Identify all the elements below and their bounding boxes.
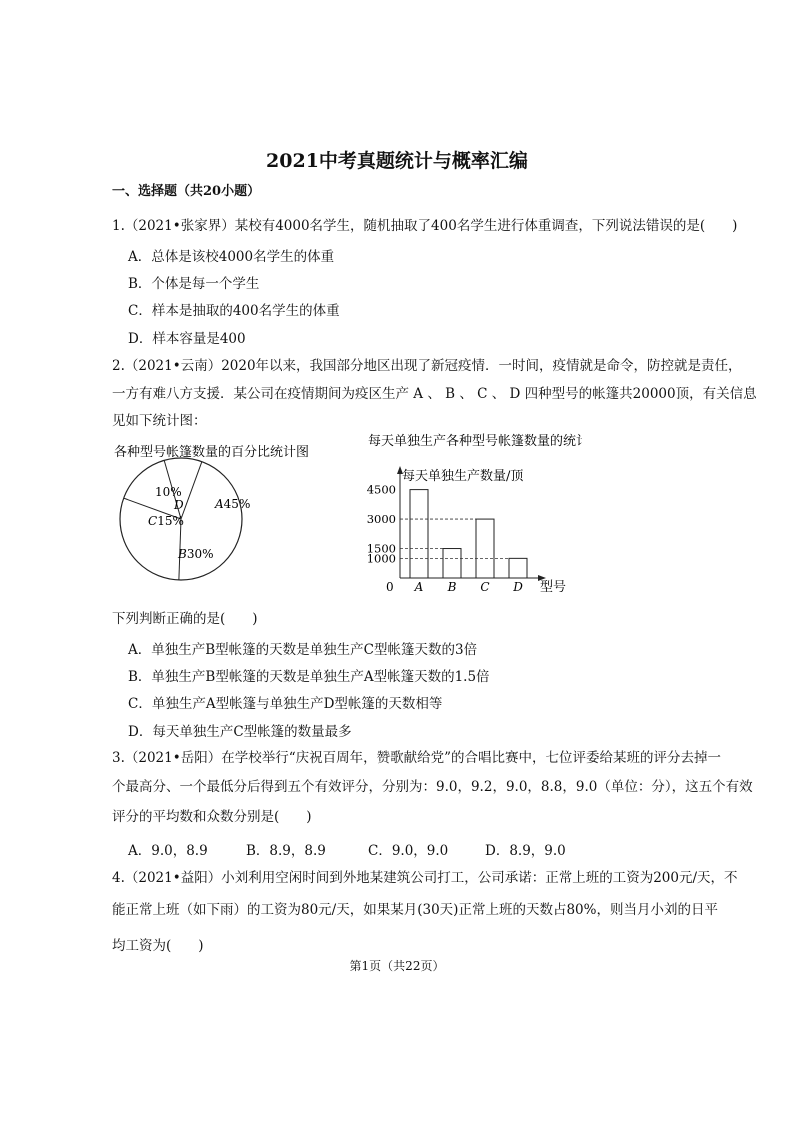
bar-y-tick-3000: 3000 — [366, 512, 396, 527]
q3-stem-line1: 3.（2021•岳阳）在学校举行“庆祝百周年，赞歌献给党”的合唱比赛中，七位评委给某班的评分去掉一 — [112, 750, 722, 766]
q1-stem: 1.（2021•张家界）某校有4000名学生，随机抽取了400名学生进行体重调查，下列说法错误的是( ) — [112, 218, 738, 234]
pie-label-b: B30% — [178, 547, 214, 561]
q2-option-a: A．单独生产B型帐篷的天数是单独生产C型帐篷天数的3倍 — [128, 642, 478, 658]
pie-label-a: A45% — [215, 497, 251, 511]
q2-option-b: B．单独生产B型帐篷的天数是单独生产A型帐篷天数的1.5倍 — [128, 669, 490, 685]
q1-option-b: B．个体是每一个学生 — [128, 276, 260, 292]
bar-origin-label: 0 — [386, 580, 394, 594]
bar-chart-title: 每天单独生产各种型号帐篷数量的统计图 — [368, 434, 582, 449]
bar-y-axis-label: 每天单独生产数量/顶 — [402, 469, 524, 484]
q2-option-c: C．单独生产A型帐篷与单独生产D型帐篷的天数相等 — [128, 696, 443, 712]
q2-stem-line3: 见如下统计图： — [112, 413, 207, 429]
bar-x-axis-label: 型号 — [540, 580, 567, 595]
bar-chart — [367, 466, 566, 595]
q3-stem-line2: 个最高分、一个最低分后得到五个有效评分，分别为：9.0，9.2，9.0，8.8，9.0（单位：分），这五个有效 — [112, 779, 753, 795]
q2-question: 下列判断正确的是( ) — [112, 611, 258, 627]
q2-stem-line2: 一方有难八方支援．某公司在疫情期间为疫区生产 A 、 B 、 C 、 D 四种型号的帐篷共20000顶，有关信息 — [112, 386, 757, 402]
pie-slice-edge-a — [181, 462, 202, 519]
q1-option-a: A．总体是该校4000名学生的体重 — [128, 249, 335, 265]
q2-stem-line1: 2.（2021•云南）2020年以来，我国部分地区出现了新冠疫情．一时间，疫情就是命令，防控就是责任， — [112, 358, 742, 374]
q4-stem-line2: 能正常上班（如下雨）的工资为80元/天，如果某月(30天)正常上班的天数占80%，则当月小刘的日平 — [112, 902, 718, 918]
bar-y-tick-4500: 4500 — [366, 482, 396, 497]
pie-label-c: C15% — [148, 514, 184, 528]
pie-chart-title: 各种型号帐篷数量的百分比统计图 — [114, 445, 310, 460]
page-title: 2021中考真题统计与概率汇编 — [266, 150, 528, 172]
pie-chart — [120, 458, 250, 580]
q3-option-b: B．8.9，8.9 — [246, 843, 326, 859]
bar-b — [443, 549, 461, 578]
q3-option-a: A．9.0，8.9 — [128, 843, 208, 859]
q4-stem-line3: 均工资为( ) — [112, 938, 204, 954]
bar-d — [509, 558, 527, 578]
bar-category-label-b: B — [447, 580, 457, 594]
q3-option-d: D．8.9，9.0 — [485, 843, 566, 859]
bar-y-tick-1500: 1500 — [366, 541, 396, 556]
bar-category-label-a: A — [414, 580, 424, 594]
q2-figures — [112, 428, 582, 600]
bar-a — [410, 490, 428, 578]
section-heading: 一、选择题（共20小题） — [112, 184, 261, 199]
q1-option-d: D．样本容量是400 — [128, 331, 246, 347]
q2-charts-svg — [112, 428, 582, 600]
q4-stem-line1: 4.（2021•益阳）小刘利用空闲时间到外地某建筑公司打工，公司承诺：正常上班的工资为200元/天，不 — [112, 870, 738, 886]
bar-c — [476, 519, 494, 578]
q1-option-c: C．样本是抽取的400名学生的体重 — [128, 303, 340, 319]
q2-option-d: D．每天单独生产C型帐篷的数量最多 — [128, 724, 352, 740]
pie-label-d: D — [174, 498, 184, 512]
q3-stem-line3: 评分的平均数和众数分别是( ) — [112, 809, 312, 825]
bar-y-tick-1000: 1000 — [366, 551, 396, 566]
pie-label-d-percent: 10% — [155, 485, 182, 499]
bar-category-label-d: D — [513, 580, 523, 594]
bar-category-label-c: C — [480, 580, 490, 594]
page-footer: 第1页（共22页） — [349, 959, 445, 973]
q3-option-c: C．9.0，9.0 — [368, 843, 449, 859]
